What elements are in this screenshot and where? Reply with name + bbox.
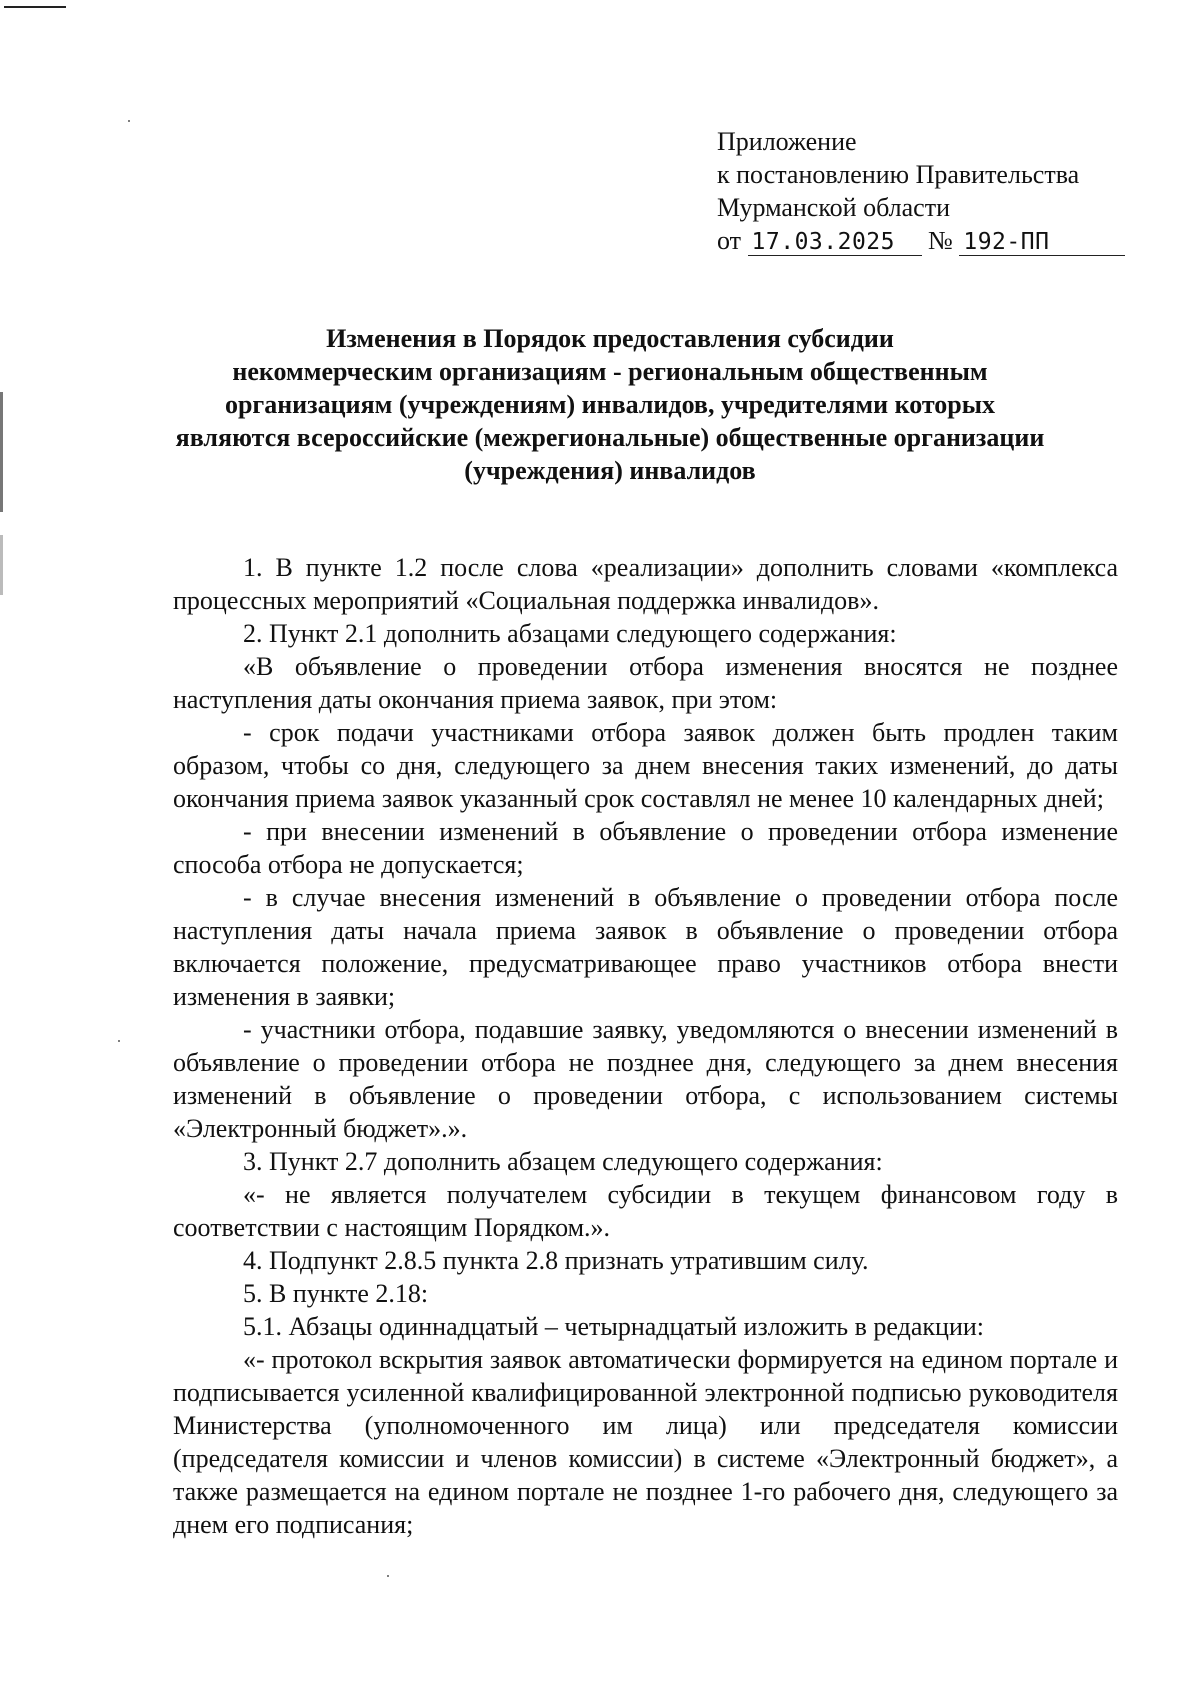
scan-edge-mark <box>0 392 3 512</box>
date-value: 17.03.2025 <box>751 229 896 255</box>
appendix-date-line <box>717 224 1125 257</box>
scan-corner-mark <box>4 6 66 8</box>
paragraph: - участники отбора, подавшие заявку, уведомляются о внесении изменений в объявление о проведении отбора не позднее дня, следующего за днем внесения изменений в объявление о проведении отбора, с использованием системы «Электронный бюджет».». <box>173 1015 1118 1143</box>
appendix-block <box>717 125 1125 257</box>
number-value: 192-ПП <box>963 229 1050 255</box>
paragraph: 1. В пункте 1.2 после слова «реализации» дополнить словами «комплекса процессных мероприятий «Социальная поддержка инвалидов». <box>173 553 1118 615</box>
paragraph: - в случае внесения изменений в объявление о проведении отбора после наступления даты начала приема заявок в объявление о проведении отбора включается положение, предусматривающее право участников отбора внести изменения в заявки; <box>173 883 1118 1011</box>
paragraph: 3. Пункт 2.7 дополнить абзацем следующего содержания: <box>243 1147 883 1176</box>
paragraph: 2. Пункт 2.1 дополнить абзацами следующего содержания: <box>243 619 897 648</box>
paragraph: 4. Подпункт 2.8.5 пункта 2.8 признать утратившим силу. <box>243 1246 869 1275</box>
number-prefix: № <box>928 226 953 255</box>
appendix-line: Приложение <box>717 127 857 156</box>
scan-speck <box>128 120 130 122</box>
scan-speck <box>387 1575 389 1577</box>
document-title <box>150 322 1070 487</box>
title-line: некоммерческим организациям - региональным общественным <box>232 357 988 386</box>
paragraph: «- не является получателем субсидии в текущем финансовом году в соответствии с настоящим Порядком.». <box>173 1180 1118 1242</box>
title-line: организациям (учреждениям) инвалидов, учредителями которых <box>224 390 996 419</box>
paragraph: 5.1. Абзацы одиннадцатый – четырнадцатый изложить в редакции: <box>243 1312 984 1341</box>
paragraph: «- протокол вскрытия заявок автоматически формируется на едином портале и подписывается усиленной квалифицированной электронной подписью руководителя Министерства (уполномоченного им лица) или председателя комиссии (председателя комиссии и членов комиссии) в системе «Электронный бюджет», а также размещается на едином портале не позднее 1-го рабочего дня, следующего за днем его подписания; <box>173 1345 1118 1539</box>
number-field <box>959 228 1125 256</box>
title-line: (учреждения) инвалидов <box>464 456 756 485</box>
date-prefix: от <box>717 226 742 255</box>
appendix-line: к постановлению Правительства <box>717 160 1080 189</box>
scan-edge-mark <box>0 535 3 595</box>
appendix-line: Мурманской области <box>717 193 950 222</box>
paragraph: «В объявление о проведении отбора изменения вносятся не позднее наступления даты окончания приема заявок, при этом: <box>173 652 1118 714</box>
date-field <box>748 228 922 256</box>
paragraph: - срок подачи участниками отбора заявок должен быть продлен таким образом, чтобы со дня, следующего за днем внесения таких изменений, до даты окончания приема заявок указанный срок составлял не менее 10 календарных дней; <box>173 718 1118 813</box>
title-line: являются всероссийские (межрегиональные) общественные организации <box>175 423 1045 452</box>
document-body <box>173 551 1118 1541</box>
paragraph: 5. В пункте 2.18: <box>243 1279 429 1308</box>
scan-speck <box>118 1040 120 1042</box>
title-line: Изменения в Порядок предоставления субсидии <box>326 324 894 353</box>
paragraph: - при внесении изменений в объявление о проведении отбора изменение способа отбора не допускается; <box>173 817 1118 879</box>
